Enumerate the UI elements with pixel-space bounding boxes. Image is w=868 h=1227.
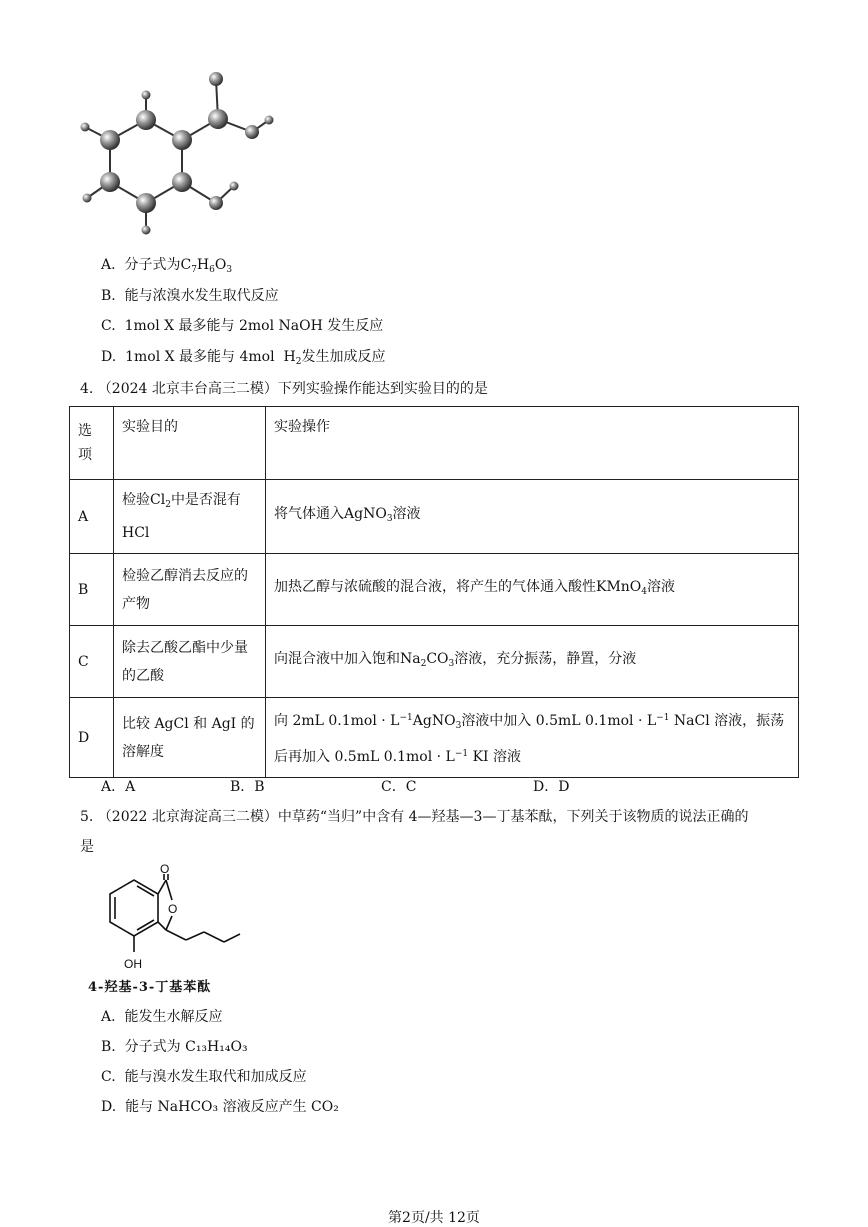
q5-title-line2: 是 xyxy=(80,839,94,855)
header-option: 选项 xyxy=(70,407,114,480)
q5-option-c: C. 能与溴水发生取代和加成反应 xyxy=(101,1069,307,1085)
row-purpose: 比较 AgCl 和 AgI 的溶解度 xyxy=(114,698,266,778)
ring-oxygen-label: O xyxy=(168,902,178,916)
table-row xyxy=(70,626,799,698)
carbonyl-oxygen-label: O xyxy=(160,862,170,876)
table-row xyxy=(70,698,799,778)
answer-d: D．D xyxy=(533,779,570,795)
row-option: C xyxy=(70,626,114,698)
q5-option-b: B. 分子式为 C₁₃H₁₄O₃ xyxy=(101,1039,248,1055)
answer-a: A．A xyxy=(101,779,136,795)
table-header-row xyxy=(70,407,799,480)
row-purpose: 检验$Cl_2$中是否混有HCl xyxy=(114,480,266,554)
row-option: D xyxy=(70,698,114,778)
row-purpose: 检验乙醇消去反应的产物 xyxy=(114,554,266,626)
answer-b: B．B xyxy=(230,779,265,795)
row-operation: 向 2mL $0.1mol \cdot L^{-1}AgNO_3$溶液中加入 0.5mL $0.1mol \cdot L^{-1}$ NaCl 溶液，振荡后再加入 0.5mL $0.1mol \cdot L^{-1}$ KI 溶液 xyxy=(266,698,799,778)
q3-option-b: B. 能与浓溴水发生取代反应 xyxy=(101,288,279,304)
header-purpose: 实验目的 xyxy=(114,407,266,480)
header-operation: 实验操作 xyxy=(266,407,799,480)
table-row xyxy=(70,554,799,626)
q5-option-a: A. 能发生水解反应 xyxy=(101,1009,223,1025)
q3-option-c: C. 1mol X 最多能与 2mol NaOH 发生反应 xyxy=(101,318,384,334)
answer-c: C．C xyxy=(381,779,417,795)
q4-experiment-table xyxy=(69,406,799,778)
q5-title-line1: 5. （2022 北京海淀高三二模）中草药“当归”中含有 4—羟基—3—丁基苯酞，下列关于该物质的说法正确的 xyxy=(80,809,749,825)
row-operation: 向混合液中加入饱和$Na_2CO_3$溶液，充分振荡，静置，分液 xyxy=(266,626,799,698)
page-footer: 第2页/共 12页 xyxy=(388,1210,480,1226)
row-operation: 加热乙醇与浓硫酸的混合液，将产生的气体通入酸性KMnO$_4$溶液 xyxy=(266,554,799,626)
q4-title: 4. （2024 北京丰台高三二模）下列实验操作能达到实验目的的是 xyxy=(80,381,488,397)
hydroxyl-label: OH xyxy=(124,957,142,971)
phthalide-structure-diagram xyxy=(80,860,250,975)
table-row xyxy=(70,480,799,554)
row-option: B xyxy=(70,554,114,626)
row-option: A xyxy=(70,480,114,554)
row-operation: 将气体通入AgNO$_3$溶液 xyxy=(266,480,799,554)
q3-option-a: A. 分子式为$C_7H_6O_3$ xyxy=(101,257,233,275)
molecule-ball-stick-model xyxy=(70,65,280,245)
row-purpose: 除去乙酸乙酯中少量的乙酸 xyxy=(114,626,266,698)
q3-option-d: D. 1mol X 最多能与 4mol $H_2$发生加成反应 xyxy=(101,349,386,367)
q5-option-d: D. 能与 NaHCO₃ 溶液反应产生 CO₂ xyxy=(101,1099,339,1115)
structure-caption: 4-羟基-3-丁基苯酞 xyxy=(88,980,212,995)
